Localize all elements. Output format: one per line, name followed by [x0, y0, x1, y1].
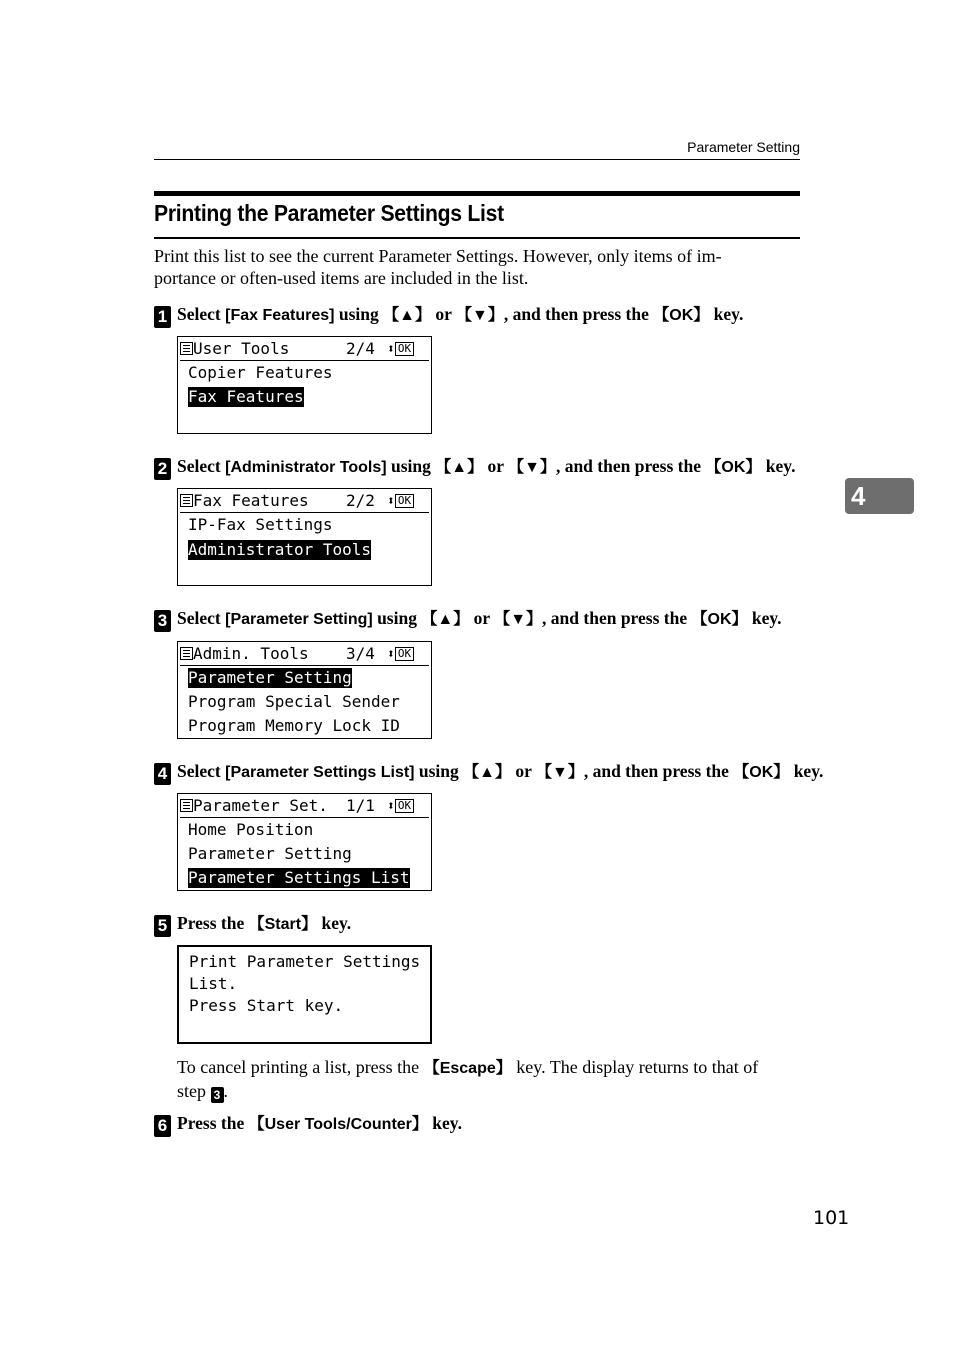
ok-icon: OK	[395, 342, 414, 356]
down-arrow-icon: ▼	[524, 459, 540, 476]
lcd-line-selected: Administrator Tools	[188, 540, 372, 559]
scroll-arrows-icon: ⬍	[387, 494, 395, 509]
step-1-instruction: 1 Select [Fax Features] using 【▲】 or 【▼】, and then press the 【OK】 key.	[154, 302, 743, 328]
ok-key-label: OK	[749, 764, 774, 781]
lcd-line-selected: Parameter Settings List	[188, 868, 410, 887]
cancel-note: To cancel printing a list, press the 【Escape】 key. The display returns to that of step 3 .	[177, 1057, 759, 1102]
ok-icon: OK	[395, 647, 414, 661]
lcd-display-step-2	[177, 488, 432, 586]
ok-key-label: OK	[669, 307, 694, 324]
lcd-line: IP-Fax Settings	[188, 515, 333, 534]
running-header: Parameter Setting	[687, 139, 800, 155]
intro-line-1: Print this list to see the current Parameter Settings. However, only items of im-	[154, 246, 722, 266]
lcd-line: Program Memory Lock ID	[188, 716, 400, 735]
lcd-title-bar: Fax Features 2/2 ⬍ OK	[180, 490, 429, 513]
menu-item-name: [Fax Features]	[225, 307, 335, 324]
step-number: 6	[154, 1115, 171, 1137]
menu-icon	[180, 494, 193, 507]
lcd-display-step-4	[177, 793, 432, 891]
scroll-arrows-icon: ⬍	[387, 342, 395, 357]
ok-key-label: OK	[721, 459, 746, 476]
lcd-line-selected: Parameter Setting	[188, 668, 352, 687]
step-number: 4	[154, 763, 171, 785]
lcd-line: Home Position	[188, 820, 314, 839]
up-arrow-icon: ▲	[399, 307, 415, 324]
lcd-line: List.	[189, 974, 238, 993]
heading-rule-top	[154, 191, 800, 196]
step-2-instruction: 2 Select [Administrator Tools] using 【▲】 or 【▼】, and then press the 【OK】 key.	[154, 454, 795, 480]
escape-key-label: Escape	[439, 1060, 496, 1077]
scroll-arrows-icon: ⬍	[387, 799, 395, 814]
intro-paragraph	[154, 245, 800, 289]
menu-icon	[180, 647, 193, 660]
up-arrow-icon: ▲	[479, 764, 495, 781]
menu-item-name: [Parameter Settings List]	[225, 764, 415, 781]
chapter-tab: 4	[845, 478, 914, 514]
step-reference-badge: 3	[211, 1087, 224, 1103]
heading-rule-bottom	[154, 237, 800, 239]
down-arrow-icon: ▼	[551, 764, 568, 781]
ok-icon: OK	[395, 799, 414, 813]
menu-item-name: [Administrator Tools]	[225, 459, 387, 476]
menu-item-name: [Parameter Setting]	[225, 611, 373, 628]
ok-key-label: OK	[707, 611, 732, 628]
step-number: 2	[154, 458, 171, 480]
step-3-instruction: 3 Select [Parameter Setting] using 【▲】 or 【▼】, and then press the 【OK】 key.	[154, 606, 782, 632]
up-arrow-icon: ▲	[437, 611, 454, 628]
page-title: Printing the Parameter Settings List	[154, 200, 504, 226]
lcd-title-bar: User Tools 2/4 ⬍ OK	[180, 338, 429, 361]
lcd-display-step-5	[177, 945, 432, 1044]
lcd-line: Program Special Sender	[188, 692, 400, 711]
scroll-arrows-icon: ⬍	[387, 647, 395, 662]
lcd-line: Copier Features	[188, 363, 333, 382]
up-arrow-icon: ▲	[451, 459, 468, 476]
page-number: 101	[813, 1207, 850, 1229]
step-4-instruction: 4 Select [Parameter Settings List] using 【▲】 or 【▼】, and then press the 【OK】 key.	[154, 759, 823, 785]
menu-icon	[180, 799, 193, 812]
step-number: 5	[154, 915, 171, 937]
step-5-instruction: 5 Press the 【Start】 key.	[154, 911, 351, 937]
lcd-line: Print Parameter Settings	[189, 952, 421, 971]
lcd-line: Press Start key.	[189, 996, 344, 1015]
step-number: 1	[154, 306, 171, 328]
down-arrow-icon: ▼	[471, 307, 488, 324]
lcd-line: Parameter Setting	[188, 844, 352, 863]
lcd-display-step-3	[177, 641, 432, 739]
header-rule	[154, 159, 800, 160]
lcd-title-bar: Admin. Tools 3/4 ⬍ OK	[180, 643, 429, 666]
start-key-label: Start	[264, 916, 302, 933]
ok-icon: OK	[395, 494, 414, 508]
lcd-line-selected: Fax Features	[188, 387, 304, 406]
intro-line-2: portance or often-used items are included in the list.	[154, 268, 529, 288]
step-6-instruction: 6 Press the 【User Tools/Counter】 key.	[154, 1111, 462, 1137]
lcd-title-bar: Parameter Set. 1/1 ⬍ OK	[180, 795, 429, 818]
menu-icon	[180, 342, 193, 355]
step-number: 3	[154, 610, 171, 632]
user-tools-counter-key-label: User Tools/Counter	[264, 1116, 412, 1133]
lcd-display-step-1	[177, 336, 432, 434]
down-arrow-icon: ▼	[510, 611, 527, 628]
